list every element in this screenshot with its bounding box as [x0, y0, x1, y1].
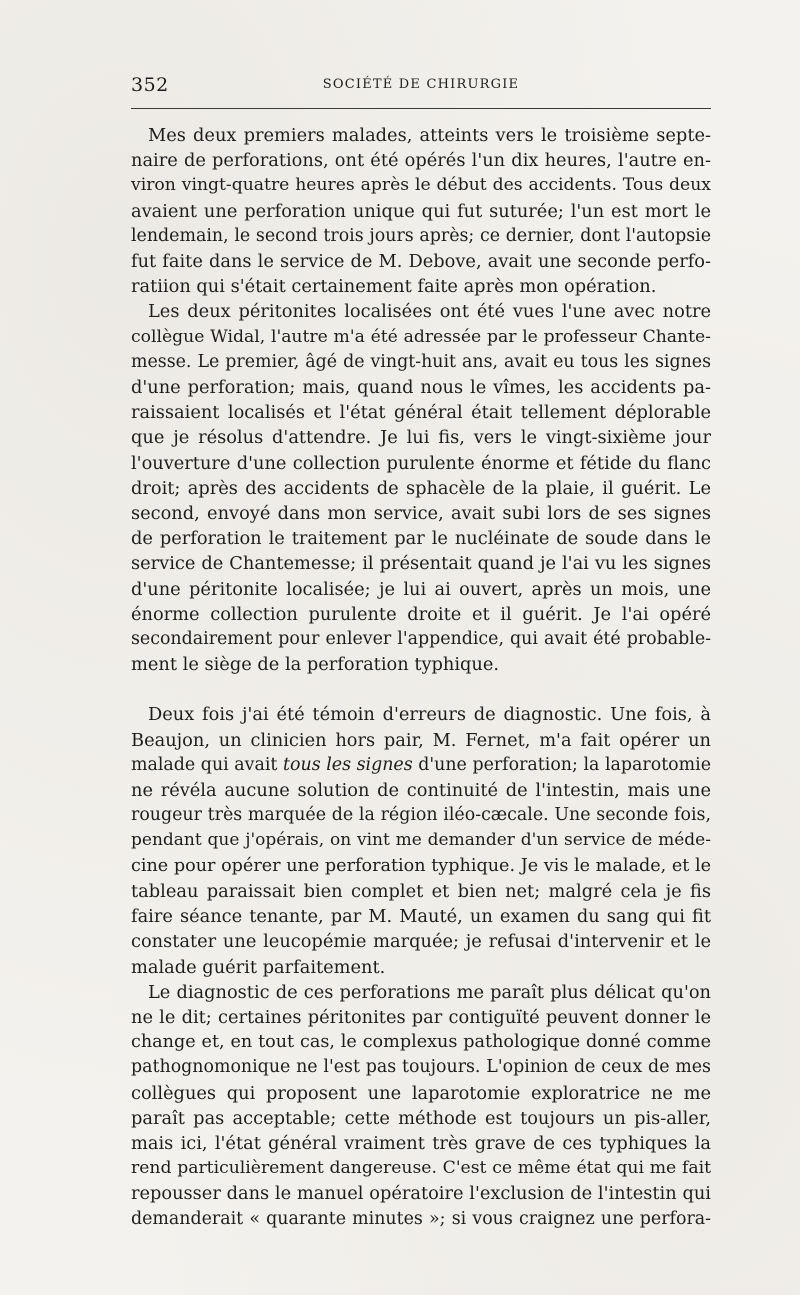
text-line: Le diagnostic de ces perforations me paraît plus délicat qu'on	[148, 981, 711, 1003]
text-line: faire séance tenante, par M. Mauté, un examen du sang qui fit	[131, 906, 711, 928]
text-line: demanderait « quarante minutes »; si vous craignez une perfora-	[131, 1208, 711, 1229]
text-line: naire de perforations, ont été opérés l'un dix heures, l'autre en-	[131, 150, 711, 172]
text-line: Beaujon, un clinicien hors pair, M. Fernet, m'a fait opérer un	[131, 729, 711, 751]
text-line: malade guérit parfaitement.	[131, 956, 386, 978]
text-line: fut faite dans le service de M. Debove, avait une seconde perfo-	[131, 251, 711, 273]
text-line: collègue Widal, l'autre m'a été adressée par le professeur Chante-	[131, 326, 711, 347]
text-fragment: d'une perforation; la laparotomie	[412, 754, 711, 775]
text-line: Les deux péritonites localisées ont été vues l'une avec notre	[148, 301, 711, 323]
text-line: Deux fois j'ai été témoin d'erreurs de diagnostic. Une fois, à	[148, 704, 711, 726]
page-header	[131, 70, 711, 100]
text-line: mais ici, l'état général vraiment très grave de ces typhiques la	[131, 1132, 711, 1154]
text-line: Mes deux premiers malades, atteints vers le troisième septe-	[148, 125, 711, 146]
text-line: paraît pas acceptable; cette méthode est toujours un pis-aller,	[131, 1107, 711, 1129]
text-line: service de Chantemesse; il présentait quand je l'ai vu les signes	[131, 553, 711, 575]
text-line: l'ouverture d'une collection purulente énorme et fétide du flanc	[131, 452, 711, 474]
text-line: avaient une perforation unique qui fut suturée; l'un est mort le	[131, 200, 711, 222]
paragraph-2	[131, 299, 711, 677]
text-line: collègues qui proposent une laparotomie exploratrice ne me	[131, 1082, 711, 1104]
text-line: pathognomonique ne l'est pas toujours. L'opinion de ceux de mes	[131, 1057, 711, 1078]
text-line: rend particulièrement dangereuse. C'est ce même état qui me fait	[131, 1158, 711, 1179]
text-line: ment le siège de la perforation typhique.	[131, 654, 500, 676]
text-line: constater une leucopémie marquée; je refusai d'intervenir et le	[131, 931, 711, 953]
text-line: ratiion qui s'était certainement faite après mon opération.	[131, 276, 657, 298]
text-line: repousser dans le manuel opératoire l'exclusion de l'intestin qui	[131, 1183, 711, 1205]
text-line: viron vingt-quatre heures après le début des accidents. Tous deux	[131, 175, 711, 196]
section-gap	[131, 677, 711, 702]
running-head: SOCIÉTÉ DE CHIRURGIE	[322, 77, 520, 92]
text-fragment: malade qui avait	[131, 754, 284, 775]
text-line: droit; après des accidents de sphacèle de la plaie, il guérit. Le	[131, 477, 711, 499]
text-line: d'une perforation; mais, quand nous le vîmes, les accidents pa-	[131, 377, 711, 399]
text-line: ne le dit; certaines péritonites par contiguïté peuvent donner le	[131, 1006, 711, 1028]
italic-phrase: tous les signes	[283, 754, 413, 775]
header-rule	[131, 108, 711, 109]
text-line: rougeur très marquée de la région iléo-cæcale. Une seconde fois,	[131, 805, 711, 826]
body-text	[131, 123, 711, 1232]
text-line: pendant que j'opérais, on vint me demander d'un service de méde-	[131, 830, 711, 851]
text-line: ne révéla aucune solution de continuité de l'intestin, mais une	[131, 780, 711, 802]
text-line: second, envoyé dans mon service, avait subi lors de ses signes	[131, 503, 711, 525]
text-line: messe. Le premier, âgé de vingt-huit ans, avait eu tous les signes	[131, 351, 711, 372]
text-line: lendemain, le second trois jours après; ce dernier, dont l'autopsie	[131, 225, 711, 246]
text-line: d'une péritonite localisée; je lui ai ouvert, après un mois, une	[131, 578, 711, 600]
page-number: 352	[131, 74, 169, 96]
text-line: énorme collection purulente droite et il guérit. Je l'ai opéré	[131, 603, 711, 625]
text-line: change et, en tout cas, le complexus pathologique donné comme	[131, 1032, 711, 1053]
text-line: tableau paraissait bien complet et bien net; malgré cela je fis	[131, 880, 711, 902]
paragraph-1	[131, 123, 711, 299]
paragraph-4	[131, 980, 711, 1232]
text-line: que je résolus d'attendre. Je lui fis, vers le vingt-sixième jour	[131, 427, 711, 449]
text-line: de perforation le traitement par le nucléinate de soude dans le	[131, 528, 711, 550]
text-line: cine pour opérer une perforation typhique. Je vis le malade, et le	[131, 855, 711, 876]
paragraph-3	[131, 702, 711, 979]
text-line: raissaient localisés et l'état général était tellement déplorable	[131, 402, 711, 424]
text-line-with-italic	[131, 753, 711, 778]
text-line: secondairement pour enlever l'appendice, qui avait été probable-	[131, 629, 711, 650]
